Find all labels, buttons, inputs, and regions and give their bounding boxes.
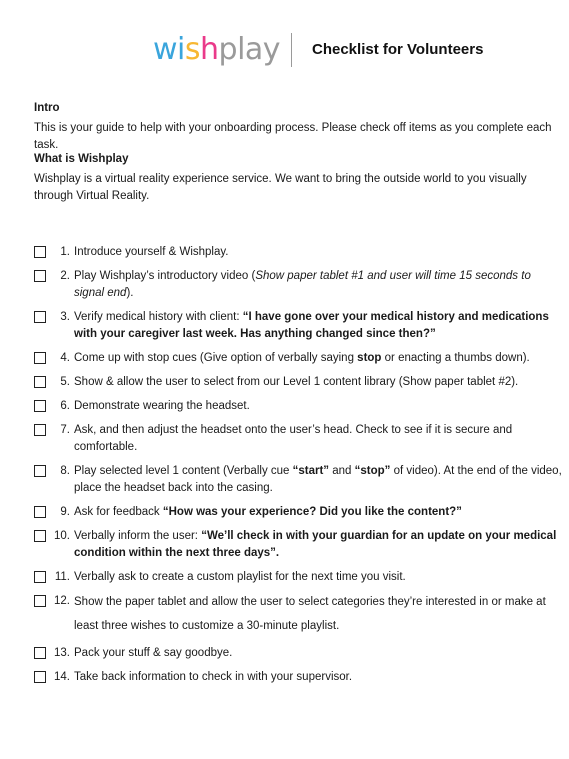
checklist-item (34, 350, 564, 367)
item-text (74, 504, 564, 521)
item-text (74, 569, 564, 586)
item-text (74, 309, 564, 343)
item-number: 2. (60, 270, 70, 282)
italic-text: Show paper tablet #1 and user will time 15 seconds to signal end (74, 270, 531, 299)
checkbox[interactable] (34, 530, 46, 542)
checklist-item (34, 590, 564, 638)
item-number: 4. (60, 352, 70, 364)
bold-text: “stop” (354, 465, 391, 477)
checklist-item (34, 422, 564, 456)
text-run: Take back information to check in with your supervisor. (74, 671, 353, 683)
text-run: Introduce yourself & Wishplay. (74, 246, 229, 258)
item-number: 1. (60, 246, 70, 258)
logo-part-s: s (184, 32, 201, 67)
bold-text: “start” (292, 465, 330, 477)
checklist-item (34, 398, 564, 415)
checklist-item (34, 504, 564, 521)
item-text (74, 645, 564, 662)
what-is-wishplay-section (34, 151, 554, 205)
text-run: Verbally ask to create a custom playlist for the next time you visit. (74, 571, 406, 583)
text-run: Verify medical history with client: (74, 311, 243, 323)
page-title: Checklist for Volunteers (312, 41, 484, 58)
checkbox[interactable] (34, 376, 46, 388)
checkbox[interactable] (34, 465, 46, 477)
bold-text: stop (357, 352, 382, 364)
checklist-item (34, 569, 564, 586)
header-divider (291, 33, 292, 67)
item-number: 8. (60, 465, 70, 477)
checkbox[interactable] (34, 246, 46, 258)
item-text (74, 669, 564, 686)
checklist-item (34, 244, 564, 261)
text-run: Come up with stop cues (Give option of verbally saying (74, 352, 358, 364)
checkbox[interactable] (34, 595, 46, 607)
checklist-item (34, 374, 564, 391)
what-heading: What is Wishplay (34, 153, 129, 165)
checklist-item (34, 645, 564, 662)
bold-text: “I have gone over your medical history and medications with your caregiver last week. Has anything changed since then?” (74, 311, 549, 340)
item-number: 10. (54, 530, 70, 542)
bold-text: “How was your experience? Did you like the content?” (162, 506, 462, 518)
item-number: 5. (60, 376, 70, 388)
what-body: Wishplay is a virtual reality experience service. We want to bring the outside world to you visually through Virtual Reality. (34, 173, 527, 202)
item-number: 14. (54, 671, 70, 683)
text-run: Play selected level 1 content (Verbally cue (74, 465, 293, 477)
text-run: or enacting a thumbs down). (381, 352, 530, 364)
item-text (74, 268, 564, 302)
item-number: 9. (60, 506, 70, 518)
wishplay-logo (153, 30, 280, 70)
text-run: ). (126, 287, 134, 299)
intro-body: This is your guide to help with your onboarding process. Please check off items as you complete each task. (34, 122, 552, 151)
item-number: 7. (60, 424, 70, 436)
volunteer-checklist (34, 244, 564, 693)
text-run: Show & allow the user to select from our Level 1 content library (Show paper tablet #2). (74, 376, 519, 388)
item-text (74, 374, 564, 391)
intro-section (34, 100, 554, 154)
intro-heading: Intro (34, 102, 60, 114)
text-run: Play Wishplay’s introductory video ( (74, 270, 256, 282)
checkbox[interactable] (34, 671, 46, 683)
checkbox[interactable] (34, 647, 46, 659)
document-header (0, 30, 569, 70)
checklist-item (34, 669, 564, 686)
text-run: Verbally inform the user: (74, 530, 202, 542)
text-run: Demonstrate wearing the headset. (74, 400, 250, 412)
logo-part-wi: wi (153, 32, 185, 67)
item-text (74, 463, 564, 497)
text-run: Show the paper tablet and allow the user to select categories they’re interested in or make at least three wishes to customize a 30-minute playlist. (74, 596, 546, 632)
checklist-item (34, 463, 564, 497)
checkbox[interactable] (34, 270, 46, 282)
logo-part-play: play (218, 32, 281, 67)
bold-text: “We’ll check in with your guardian for an update on your medical condition within the next three days”. (74, 530, 557, 559)
text-run: Pack your stuff & say goodbye. (74, 647, 233, 659)
text-run: and (329, 465, 355, 477)
item-text (74, 398, 564, 415)
item-number: 11. (54, 571, 70, 583)
item-number: 3. (60, 311, 70, 323)
checkbox[interactable] (34, 352, 46, 364)
item-text (74, 244, 564, 261)
text-run: Ask, and then adjust the headset onto the user’s head. Check to see if it is secure and comfortable. (74, 424, 513, 453)
checklist-item (34, 309, 564, 343)
checkbox[interactable] (34, 424, 46, 436)
checkbox[interactable] (34, 506, 46, 518)
text-run: of video). At the end of the video, place the headset back into the casing. (74, 465, 562, 494)
item-number: 12. (54, 595, 70, 607)
checkbox[interactable] (34, 571, 46, 583)
item-number: 6. (60, 400, 70, 412)
text-run: Ask for feedback (74, 506, 163, 518)
logo-part-h: h (200, 32, 219, 67)
item-text (74, 422, 564, 456)
item-number: 13. (54, 647, 70, 659)
checklist-item (34, 528, 564, 562)
item-text (74, 350, 564, 367)
item-text (74, 528, 564, 562)
item-text (74, 590, 564, 638)
checklist-item (34, 268, 564, 302)
checkbox[interactable] (34, 400, 46, 412)
checkbox[interactable] (34, 311, 46, 323)
